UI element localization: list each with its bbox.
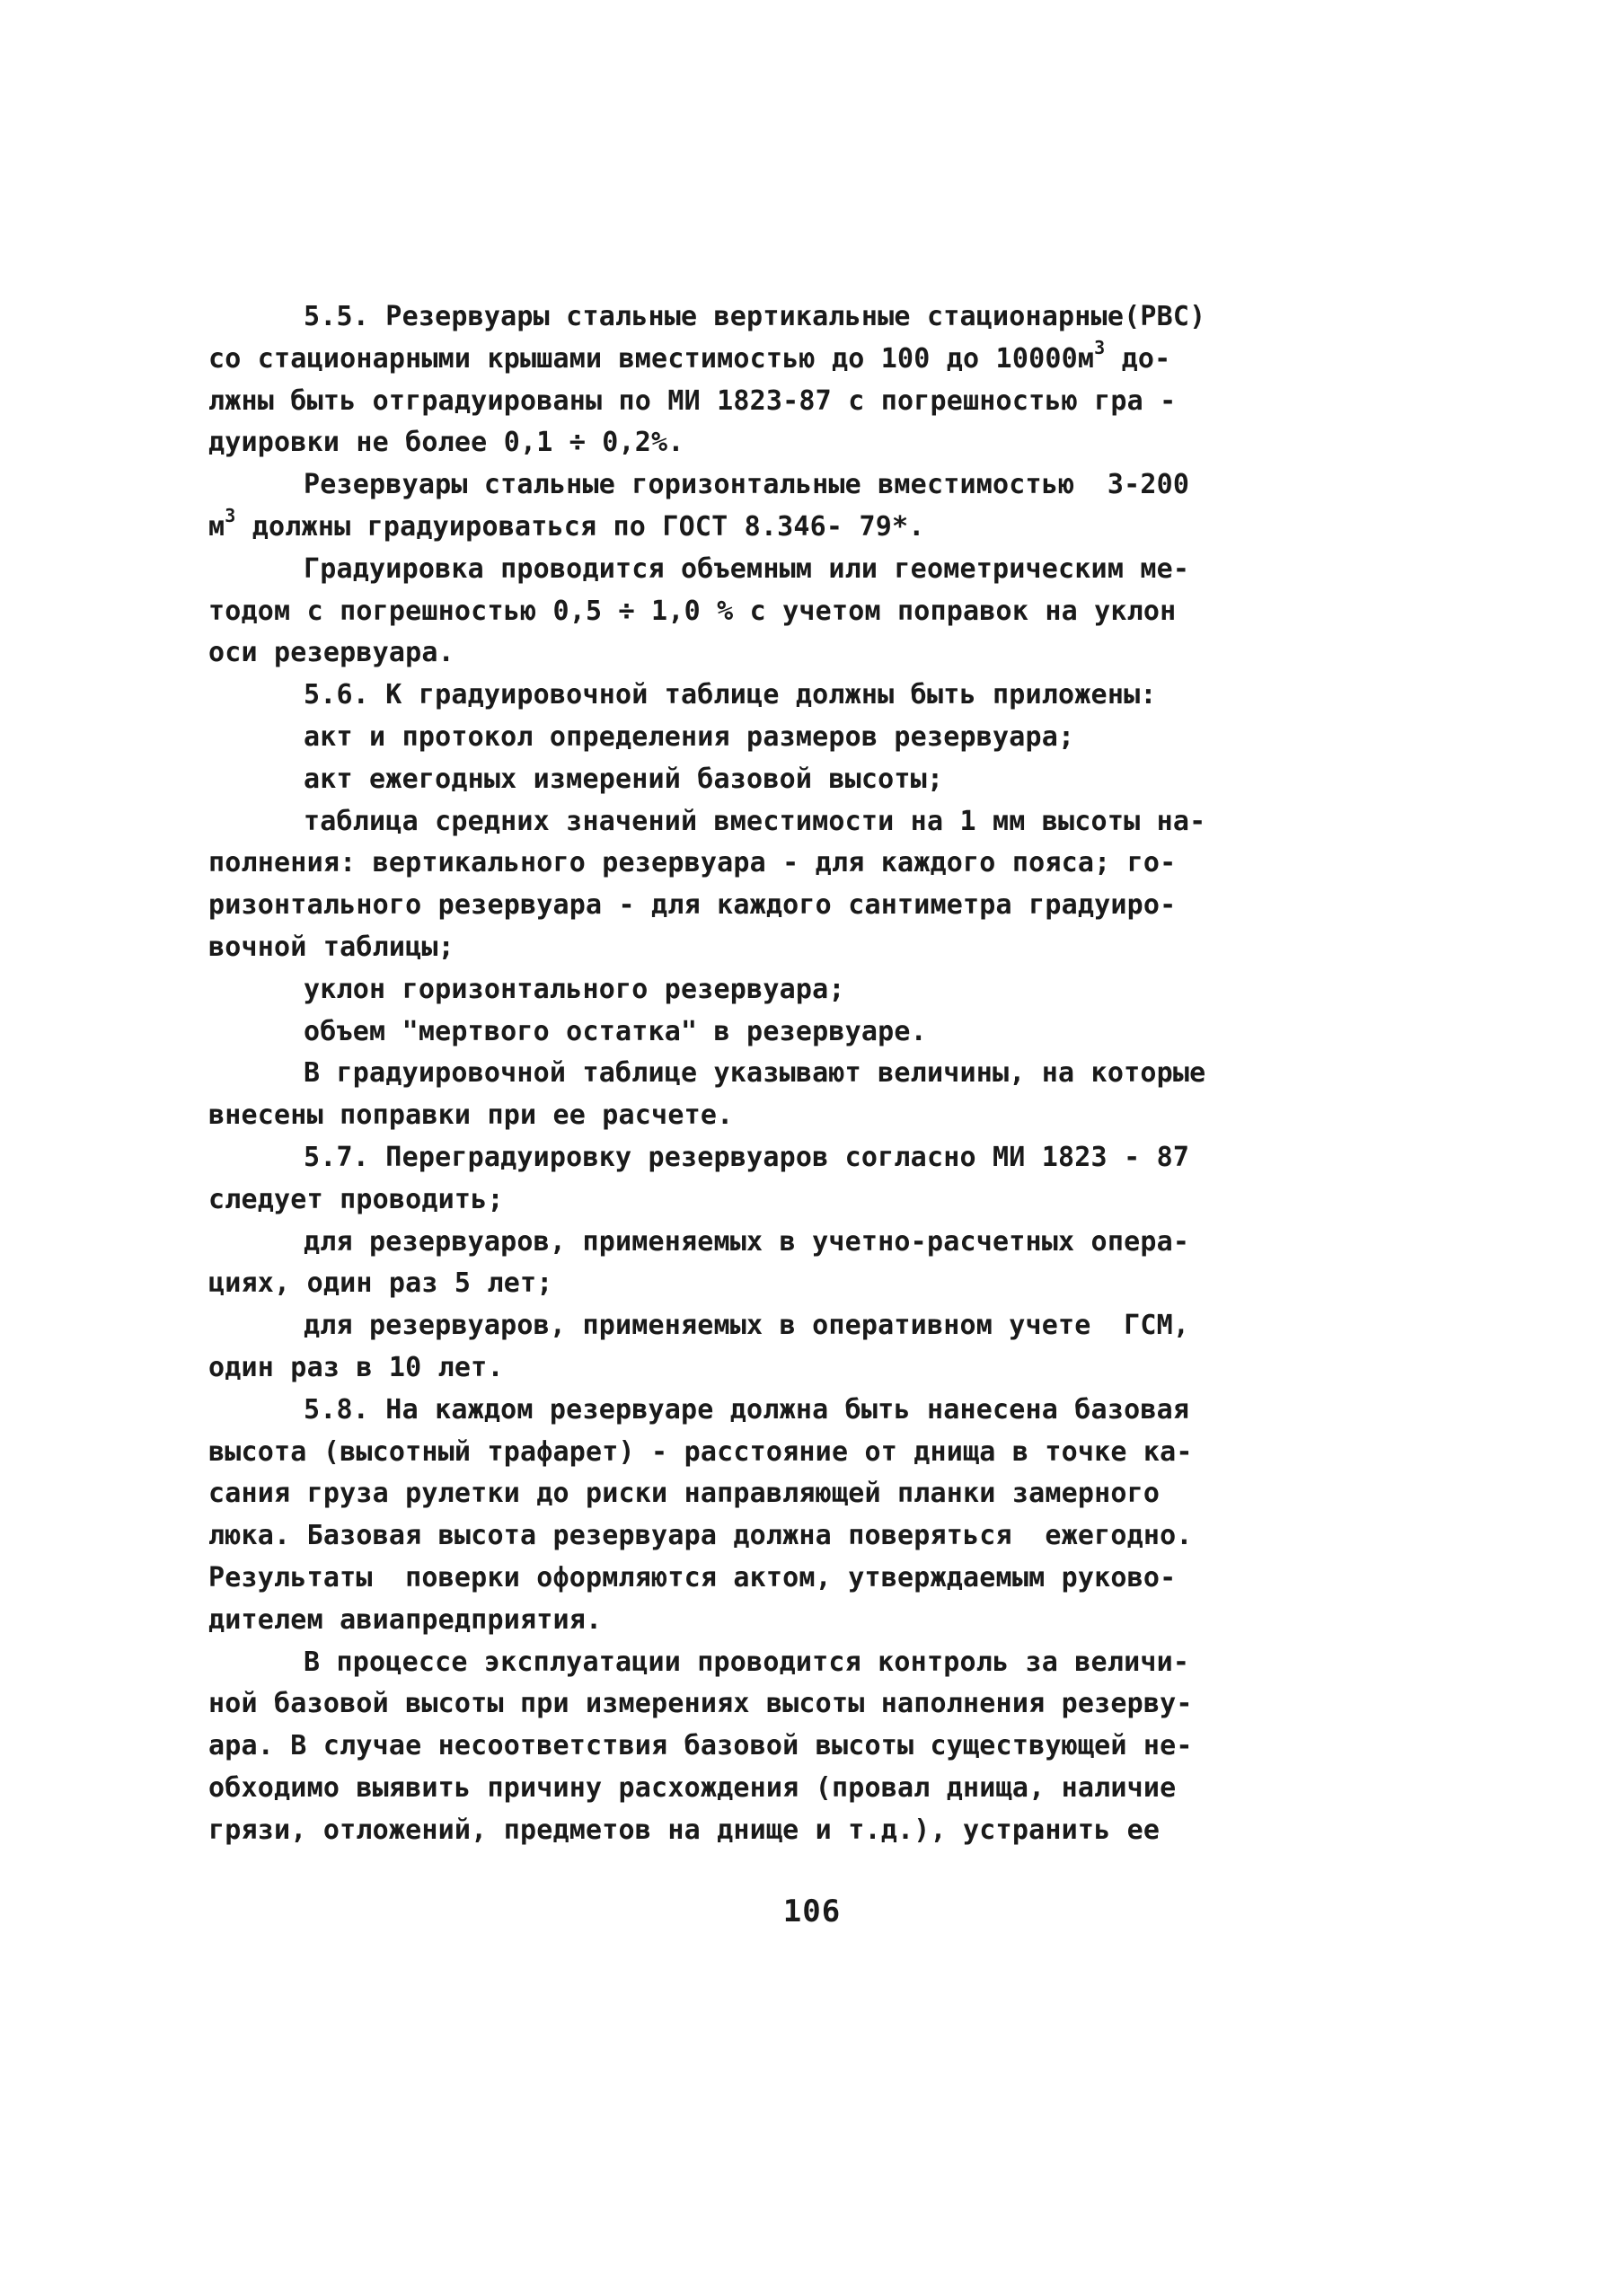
text-line: Градуировка проводится объемным или геометрическим ме- — [304, 552, 1190, 585]
text-line: следует проводить; — [208, 1183, 504, 1215]
text-line: ара. В случае несоответствия базовой высоты существующей не- — [208, 1730, 1193, 1762]
text-line: высота (высотный трафарет) - расстояние от днища в точке ка- — [208, 1435, 1193, 1468]
text-line: уклон горизонтального резервуара; — [304, 973, 845, 1005]
text-line: таблица средних значений вместимости на 1 мм высоты на- — [304, 805, 1206, 837]
text-line: 5.6. К градуировочной таблице должны быть приложены: — [304, 679, 1157, 711]
text-line: тодом с погрешностью 0,5 ÷ 1,0 % с учетом поправок на уклон — [208, 595, 1177, 627]
text-line: В градуировочной таблице указывают величины, на которые — [304, 1057, 1206, 1090]
text-line: ризонтального резервуара - для каждого сантиметра градуиро- — [208, 889, 1177, 922]
text-line: Результаты поверки оформляются актом, утверждаемым руково- — [208, 1561, 1177, 1594]
page-number: 106 — [782, 1894, 842, 1929]
text-line: оси резервуара. — [208, 637, 455, 669]
text-line: 5.7. Переградуировку резервуаров согласно МИ 1823 - 87 — [304, 1141, 1190, 1173]
text-line: В процессе эксплуатации проводится контроль за величи- — [304, 1646, 1190, 1678]
superscript: 3 — [225, 504, 236, 526]
text-line: сания груза рулетки до риски направляющей планки замерного — [208, 1478, 1161, 1510]
text-line: обходимо выявить причину расхождения (провал днища, наличие — [208, 1771, 1177, 1804]
text-line-part: со стационарными крышами вместимостью до 100 до 10000м — [208, 342, 1095, 375]
text-line: 5.5. Резервуары стальные вертикальные стационарные(РВС) — [304, 301, 1206, 332]
text-line: акт ежегодных измерений базовой высоты; — [304, 763, 944, 795]
body-text — [208, 296, 1213, 1851]
text-line: вочной таблицы; — [208, 931, 455, 963]
text-line-part: до- — [1105, 342, 1171, 375]
text-line: объем "мертвого остатка" в резервуаре. — [304, 1015, 927, 1047]
text-line-part: м — [208, 510, 225, 543]
text-line: полнения: вертикального резервуара - для каждого пояса; го- — [208, 847, 1177, 879]
text-line: Резервуары стальные горизонтальные вместимостью 3-200 — [304, 469, 1190, 501]
text-line — [208, 336, 1213, 381]
text-line-part: должны градуироваться по ГОСТ 8.346- 79*. — [235, 510, 925, 543]
text-line: дителем авиапредприятия. — [208, 1603, 603, 1636]
text-line: люка. Базовая высота резервуара должна поверяться ежегодно. — [208, 1520, 1193, 1552]
text-line: 5.8. На каждом резервуаре должна быть нанесена базовая — [304, 1393, 1190, 1426]
text-line: один раз в 10 лет. — [208, 1351, 504, 1383]
text-line: ной базовой высоты при измерениях высоты наполнения резерву- — [208, 1688, 1193, 1720]
text-line: грязи, отложений, предметов на днище и т.д.), устранить ее — [208, 1814, 1161, 1846]
text-line: лжны быть отградуированы по МИ 1823-87 с погрешностью гра - — [208, 384, 1177, 417]
text-line: для резервуаров, применяемых в оперативном учете ГСМ, — [304, 1310, 1190, 1342]
text-line: акт и протокол определения размеров резервуара; — [304, 720, 1075, 753]
text-line — [208, 504, 1213, 549]
text-line: циях, один раз 5 лет; — [208, 1267, 553, 1300]
superscript: 3 — [1094, 336, 1106, 358]
text-line: внесены поправки при ее расчете. — [208, 1099, 734, 1132]
text-line: дуировки не более 0,1 ÷ 0,2%. — [208, 427, 684, 459]
text-line: для резервуаров, применяемых в учетно-расчетных опера- — [304, 1225, 1190, 1258]
